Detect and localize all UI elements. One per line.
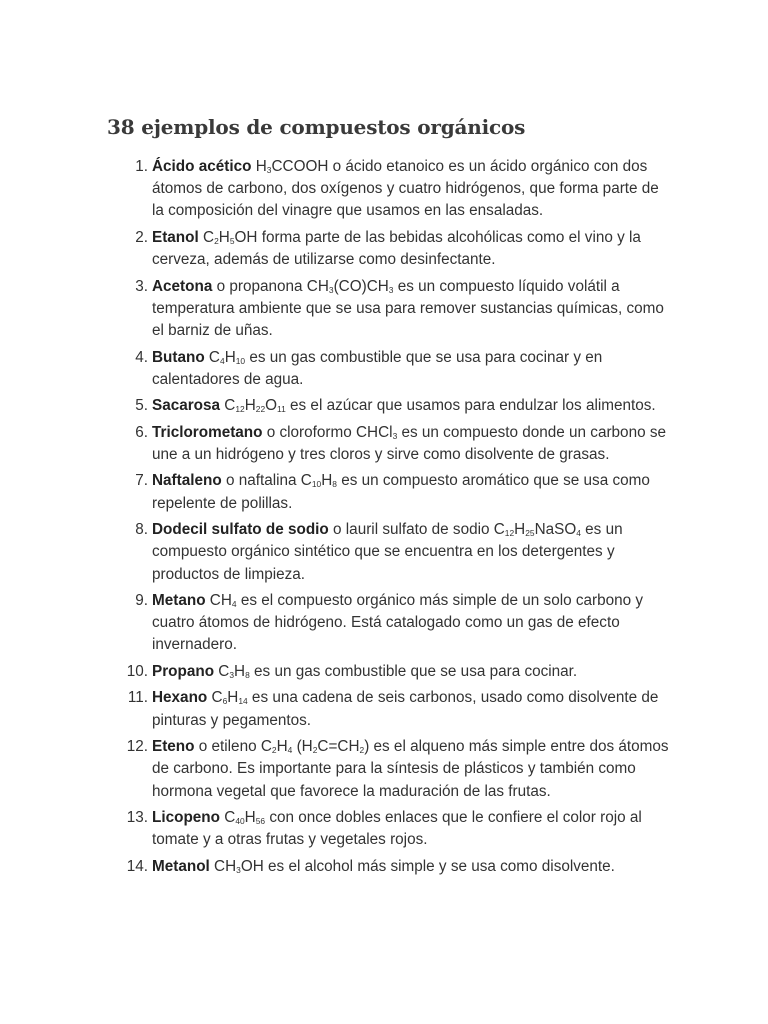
formula-subscript: 22 xyxy=(255,404,266,415)
formula-subscript: 12 xyxy=(504,528,515,539)
compound-description: o naftalina $C_{10}H_8$ es un compuesto aromático que se usa como repelente de polillas. xyxy=(152,472,650,512)
formula-subscript: 11 xyxy=(277,404,286,415)
compound-description: o cloroformo CHCl$_3$ es un compuesto donde un carbono se une a un hidrógeno y tres cloros y sirve como disolvente de grasas. xyxy=(152,423,666,463)
list-item xyxy=(122,807,670,851)
compound-description: $C_2H_5OH$ forma parte de las bebidas alcohólicas como el vino y la cerveza, además de utilizarse como desinfectante. xyxy=(152,228,641,269)
list-item xyxy=(122,395,670,417)
list-item-number: 2. xyxy=(135,228,148,246)
compound-description: $H_3CCOOH$ o ácido etanoico es un ácido orgánico con dos átomos de carbono, dos oxígenos y cuatro hidrógenos, que forma parte de la composición del vinagre que usamos en las ensaladas. xyxy=(152,158,659,220)
list-item xyxy=(122,156,670,223)
compound-description: $C_4H_{10}$ es un gas combustible que se usa para cocinar y en calentadores de agua. xyxy=(152,348,603,388)
compound-description: $C_3H_8$ es un gas combustible que se usa para cocinar. xyxy=(214,662,578,681)
compound-description: $C_6H_{14}$ es una cadena de seis carbonos, usado como disolvente de pinturas y pegamentos. xyxy=(152,689,659,729)
list-item-number: 6. xyxy=(135,423,148,441)
formula-subscript: 3 xyxy=(229,670,235,681)
formula-subscript: 2 xyxy=(359,745,365,756)
list-item xyxy=(122,227,670,271)
compound-name: Naftaleno xyxy=(152,472,222,490)
formula-subscript: 5 xyxy=(229,236,235,246)
formula-subscript: 25 xyxy=(525,528,535,539)
formula-subscript: 4 xyxy=(231,599,237,610)
list-item xyxy=(122,276,670,343)
list-item-number: 1. xyxy=(135,158,148,175)
list-item-number: 14. xyxy=(126,857,148,875)
list-item-number: 4. xyxy=(135,348,148,366)
list-item-number: 5. xyxy=(135,397,148,415)
compound-name: Propano xyxy=(152,662,215,680)
compound-name: Hexano xyxy=(152,689,208,707)
compound-name: Dodecil sulfato de sodio xyxy=(152,521,329,539)
list-item-number: 11. xyxy=(127,689,148,707)
compound-description: o etileno $C_2H_4$ $(H_2C=CH_2)$ es el alqueno más simple entre dos átomos de carbono. Es importante para la síntesis de plásticos y también como hormona vegetal que favorece la maduración de las frutas. xyxy=(152,738,669,800)
list-item xyxy=(122,347,670,391)
formula-subscript: 14 xyxy=(238,696,248,707)
compound-name: Triclorometano xyxy=(152,423,263,441)
formula-subscript: 56 xyxy=(255,816,266,827)
list-item-number: 13. xyxy=(126,809,148,827)
list-item-number: 9. xyxy=(135,592,148,610)
formula-subscript: 8 xyxy=(245,670,250,681)
compound-list xyxy=(122,156,670,882)
formula-subscript: 2 xyxy=(271,745,277,756)
compound-description: o lauril sulfato de sodio $C_{12}H_{25}NaSO_4$ es un compuesto orgánico sintético que se encuentra en los detergentes y productos de limpieza. xyxy=(152,521,623,583)
formula-subscript: 8 xyxy=(332,479,337,490)
compound-description: $C_{40}H_{56}$ con once dobles enlaces que le confiere el color rojo al tomate y a otras frutas y vegetales rojos. xyxy=(152,809,642,849)
compound-name: Ácido acético xyxy=(152,158,252,175)
compound-name: Acetona xyxy=(152,277,213,295)
formula-subscript: 10 xyxy=(311,479,322,490)
list-item xyxy=(122,687,670,731)
compound-name: Metano xyxy=(152,592,206,610)
compound-name: Metanol xyxy=(152,857,210,875)
list-item xyxy=(122,470,670,514)
compound-description: $C_{12}H_{22}O_{11}$ es el azúcar que usamos para endulzar los alimentos. xyxy=(220,397,656,415)
compound-description: $CH_4$ es el compuesto orgánico más simple de un solo carbono y cuatro átomos de hidrógeno. Está catalogado como un gas de efecto invernadero. xyxy=(152,592,644,654)
formula-subscript: 4 xyxy=(576,528,581,539)
formula-subscript: 40 xyxy=(235,816,245,827)
list-item xyxy=(122,519,670,586)
compound-description: $CH_3OH$ es el alcohol más simple y se usa como disolvente. xyxy=(209,857,615,875)
list-item-number: 7. xyxy=(135,472,148,490)
list-item xyxy=(122,590,670,657)
list-item xyxy=(122,736,670,803)
compound-name: Butano xyxy=(152,348,205,366)
compound-name: Sacarosa xyxy=(152,397,221,415)
formula-subscript: 3 xyxy=(388,284,394,295)
formula-subscript: 10 xyxy=(235,355,246,366)
formula-subscript: 4 xyxy=(287,745,293,756)
compound-name: Licopeno xyxy=(152,809,220,827)
list-item-number: 12. xyxy=(126,738,148,756)
list-item-number: 8. xyxy=(135,521,148,539)
list-item-number: 3. xyxy=(135,277,148,295)
formula-subscript: 12 xyxy=(235,404,245,415)
list-item xyxy=(122,856,670,878)
formula-subscript: 2 xyxy=(312,745,318,756)
formula-subscript: 3 xyxy=(328,284,334,295)
list-item-number: 10. xyxy=(126,662,148,680)
formula-subscript: 3 xyxy=(266,165,272,176)
formula-subscript: 3 xyxy=(236,864,241,875)
compound-description: o propanona $CH_3(CO)CH_3$ es un compuesto líquido volátil a temperatura ambiente que se usa para remover sustancias químicas, como el barniz de uñas. xyxy=(152,277,664,340)
page-title: 38 ejemplos de compuestos orgánicos xyxy=(107,115,526,139)
formula-subscript: 4 xyxy=(220,355,225,366)
formula-subscript: 2 xyxy=(214,236,219,246)
formula-subscript: 3 xyxy=(392,430,398,441)
list-item xyxy=(122,661,670,683)
compound-name: Eteno xyxy=(152,738,195,756)
compound-name: Etanol xyxy=(152,228,199,246)
list-item xyxy=(122,422,670,466)
formula-subscript: 6 xyxy=(222,696,228,707)
